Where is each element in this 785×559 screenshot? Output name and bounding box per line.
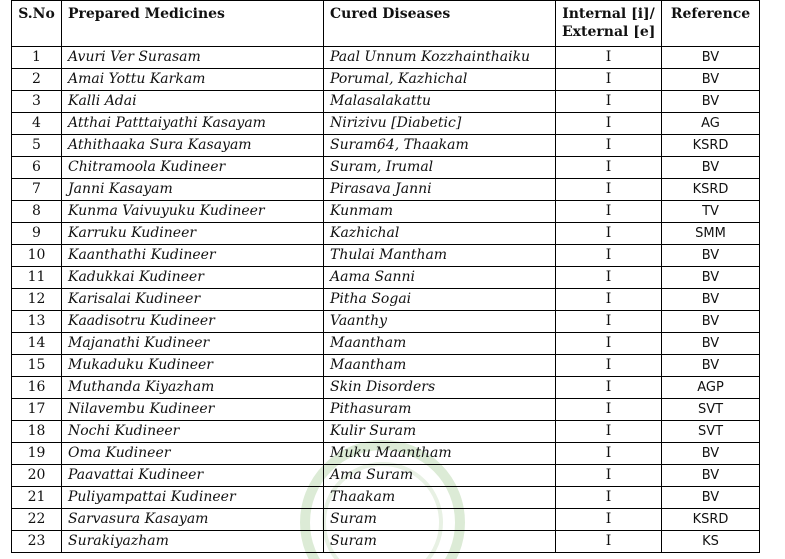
cell-internal-external: I [556,399,662,421]
cell-internal-external: I [556,91,662,113]
cell-medicine: Nilavembu Kudineer [62,399,324,421]
cell-reference: BV [662,465,760,487]
cell-internal-external: I [556,113,662,135]
cell-internal-external: I [556,333,662,355]
cell-reference: KS [662,531,760,553]
cell-sno: 13 [12,311,62,333]
cell-reference: BV [662,289,760,311]
cell-reference: BV [662,91,760,113]
cell-sno: 20 [12,465,62,487]
cell-internal-external: I [556,179,662,201]
cell-reference: BV [662,267,760,289]
cell-medicine: Avuri Ver Surasam [62,47,324,69]
cell-reference: BV [662,333,760,355]
cell-sno: 4 [12,113,62,135]
cell-internal-external: I [556,487,662,509]
cell-medicine: Kadukkai Kudineer [62,267,324,289]
cell-disease: Vaanthy [324,311,556,333]
cell-disease: Pitha Sogai [324,289,556,311]
cell-medicine: Sarvasura Kasayam [62,509,324,531]
cell-reference: BV [662,47,760,69]
cell-internal-external: I [556,201,662,223]
cell-reference: KSRD [662,509,760,531]
cell-internal-external: I [556,377,662,399]
cell-medicine: Kaadisotru Kudineer [62,311,324,333]
cell-sno: 17 [12,399,62,421]
cell-disease: Suram [324,531,556,553]
cell-reference: AGP [662,377,760,399]
table-row [12,311,760,333]
cell-disease: Kulir Suram [324,421,556,443]
cell-medicine: Puliyampattai Kudineer [62,487,324,509]
cell-medicine: Muthanda Kiyazham [62,377,324,399]
header-internal-external [556,1,662,47]
cell-sno: 2 [12,69,62,91]
table-row [12,333,760,355]
cell-disease: Aama Sanni [324,267,556,289]
cell-sno: 14 [12,333,62,355]
cell-reference: KSRD [662,179,760,201]
cell-disease: Skin Disorders [324,377,556,399]
table-row [12,135,760,157]
table-row [12,421,760,443]
header-medicine: Prepared Medicines [62,1,324,47]
cell-medicine: Mukaduku Kudineer [62,355,324,377]
cell-medicine: Oma Kudineer [62,443,324,465]
table-row [12,201,760,223]
table-row [12,531,760,553]
header-disease: Cured Diseases [324,1,556,47]
cell-disease: Maantham [324,333,556,355]
cell-medicine: Kalli Adai [62,91,324,113]
cell-internal-external: I [556,443,662,465]
table-row [12,399,760,421]
table-row [12,223,760,245]
cell-disease: Maantham [324,355,556,377]
cell-disease: Ama Suram [324,465,556,487]
cell-sno: 5 [12,135,62,157]
cell-disease: Kunmam [324,201,556,223]
cell-internal-external: I [556,311,662,333]
cell-internal-external: I [556,157,662,179]
header-reference: Reference [662,1,760,47]
medicines-table [11,0,760,553]
cell-internal-external: I [556,421,662,443]
cell-disease: Porumal, Kazhichal [324,69,556,91]
cell-sno: 1 [12,47,62,69]
cell-internal-external: I [556,245,662,267]
cell-reference: BV [662,311,760,333]
cell-reference: BV [662,443,760,465]
cell-internal-external: I [556,355,662,377]
table-row [12,91,760,113]
cell-medicine: Chitramoola Kudineer [62,157,324,179]
cell-medicine: Paavattai Kudineer [62,465,324,487]
table-row [12,69,760,91]
header-sno: S.No [12,1,62,47]
cell-internal-external: I [556,509,662,531]
cell-sno: 12 [12,289,62,311]
table-row [12,113,760,135]
cell-sno: 10 [12,245,62,267]
cell-sno: 22 [12,509,62,531]
cell-reference: AG [662,113,760,135]
cell-medicine: Athithaaka Sura Kasayam [62,135,324,157]
cell-reference: BV [662,487,760,509]
table-row [12,47,760,69]
cell-sno: 11 [12,267,62,289]
table-row [12,157,760,179]
cell-sno: 9 [12,223,62,245]
cell-disease: Thulai Mantham [324,245,556,267]
table-body [12,47,760,553]
cell-medicine: Janni Kasayam [62,179,324,201]
cell-disease: Suram, Irumal [324,157,556,179]
cell-disease: Muku Maantham [324,443,556,465]
cell-reference: SVT [662,421,760,443]
cell-sno: 7 [12,179,62,201]
cell-medicine: Amai Yottu Karkam [62,69,324,91]
cell-reference: BV [662,355,760,377]
cell-disease: Kazhichal [324,223,556,245]
cell-sno: 6 [12,157,62,179]
cell-disease: Suram [324,509,556,531]
cell-medicine: Kaanthathi Kudineer [62,245,324,267]
cell-internal-external: I [556,289,662,311]
cell-disease: Suram64, Thaakam [324,135,556,157]
cell-reference: SVT [662,399,760,421]
cell-internal-external: I [556,465,662,487]
cell-medicine: Majanathi Kudineer [62,333,324,355]
cell-medicine: Nochi Kudineer [62,421,324,443]
cell-sno: 19 [12,443,62,465]
cell-sno: 8 [12,201,62,223]
table-row [12,355,760,377]
cell-reference: BV [662,69,760,91]
cell-sno: 23 [12,531,62,553]
cell-internal-external: I [556,69,662,91]
cell-reference: BV [662,245,760,267]
table-row [12,245,760,267]
cell-sno: 16 [12,377,62,399]
cell-internal-external: I [556,267,662,289]
cell-reference: KSRD [662,135,760,157]
header-internal-line2: External [e] [562,24,656,40]
cell-internal-external: I [556,223,662,245]
cell-medicine: Kunma Vaivuyuku Kudineer [62,201,324,223]
table-row [12,289,760,311]
cell-medicine: Atthai Patttaiyathi Kasayam [62,113,324,135]
cell-internal-external: I [556,531,662,553]
cell-reference: TV [662,201,760,223]
cell-internal-external: I [556,135,662,157]
cell-disease: Malasalakattu [324,91,556,113]
cell-disease: Pirasava Janni [324,179,556,201]
table-row [12,267,760,289]
header-internal-line1: Internal [i]/ [562,6,655,22]
cell-sno: 15 [12,355,62,377]
cell-disease: Thaakam [324,487,556,509]
table-row [12,443,760,465]
table-row [12,509,760,531]
cell-medicine: Surakiyazham [62,531,324,553]
cell-internal-external: I [556,47,662,69]
table-row [12,465,760,487]
table-row [12,179,760,201]
cell-disease: Pithasuram [324,399,556,421]
cell-reference: BV [662,157,760,179]
cell-medicine: Karisalai Kudineer [62,289,324,311]
cell-medicine: Karruku Kudineer [62,223,324,245]
cell-sno: 21 [12,487,62,509]
cell-disease: Nirizivu [Diabetic] [324,113,556,135]
table-row [12,487,760,509]
header-row [12,1,760,47]
table-row [12,377,760,399]
cell-disease: Paal Unnum Kozzhainthaiku [324,47,556,69]
cell-sno: 18 [12,421,62,443]
cell-reference: SMM [662,223,760,245]
cell-sno: 3 [12,91,62,113]
